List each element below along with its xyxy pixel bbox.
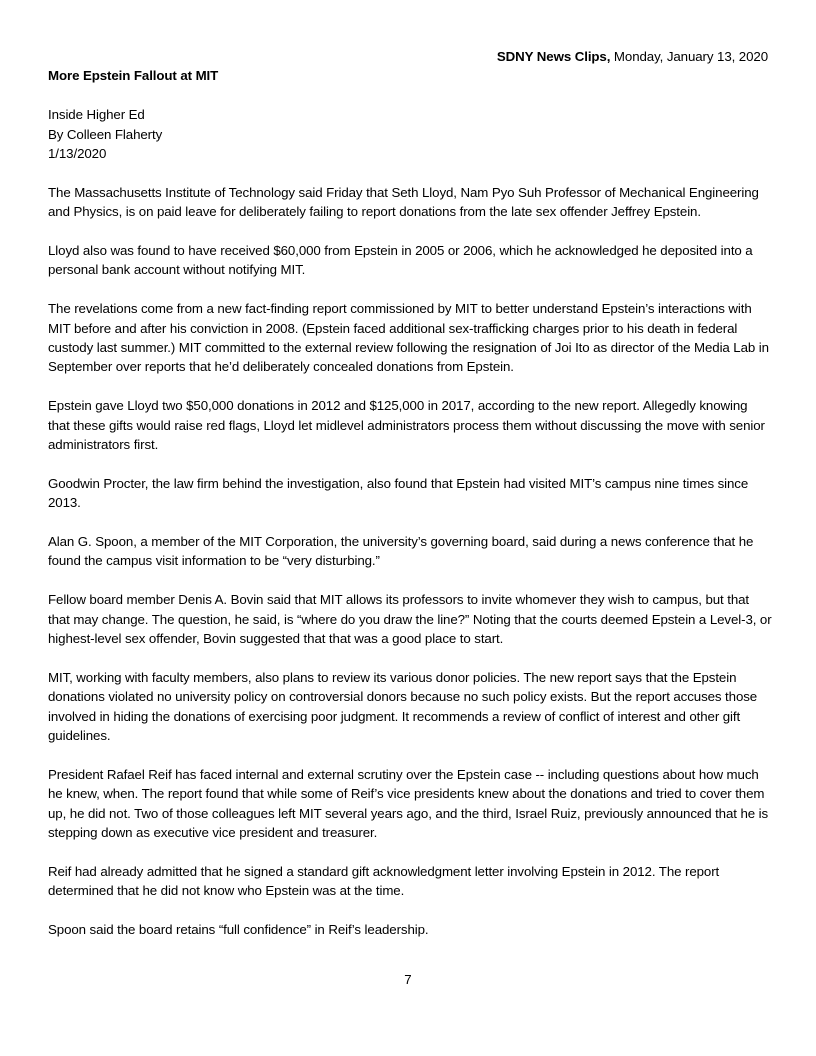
article-paragraph: President Rafael Reif has faced internal and external scrutiny over the Epstein case -- including questions about how much he knew, when. The report found that while some of Reif’s vice presidents knew about the donations and tried to cover them up, he did not. Two of those colleagues left MIT several years ago, and the third, Israel Ruiz, previously announced that he is stepping down as executive vice president and treasurer. — [48, 766, 769, 841]
document-page — [48, 47, 772, 959]
article-meta — [48, 105, 772, 163]
clips-date: Monday, January 13, 2020 — [610, 49, 768, 64]
article-body — [48, 183, 772, 940]
clips-source-label: SDNY News Clips, — [496, 49, 611, 64]
article-byline: By Colleen Flaherty — [48, 126, 163, 142]
article-title: More Epstein Fallout at MIT — [48, 68, 219, 84]
page-number: 7 — [404, 972, 412, 987]
clips-header — [48, 47, 772, 66]
article-paragraph: Alan G. Spoon, a member of the MIT Corporation, the university’s governing board, said during a news conference that he found the campus visit information to be “very disturbing.” — [48, 534, 754, 569]
article-paragraph: Epstein gave Lloyd two $50,000 donations in 2012 and $125,000 in 2017, according to the new report. Allegedly knowing that these gifts would raise red flags, Lloyd let midlevel administrators process them without discussing the move with senior administrators first. — [48, 398, 765, 453]
article-date: 1/13/2020 — [48, 146, 107, 162]
article-paragraph: The revelations come from a new fact-finding report commissioned by MIT to better understand Epstein’s interactions with MIT before and after his conviction in 2008. (Epstein faced additional sex-trafficking charges prior to his death in federal custody last summer.) MIT committed to the external review following the resignation of Joi Ito as director of the Media Lab in September over reports that he’d deliberately concealed donations from Epstein. — [48, 301, 769, 375]
article-paragraph: Lloyd also was found to have received $60,000 from Epstein in 2005 or 2006, which he acknowledged he deposited into a personal bank account without notifying MIT. — [48, 243, 753, 278]
article-paragraph: Reif had already admitted that he signed a standard gift acknowledgment letter involving Epstein in 2012. The report determined that he did not know who Epstein was at the time. — [48, 863, 720, 899]
article-paragraph: The Massachusetts Institute of Technology said Friday that Seth Lloyd, Nam Pyo Suh Professor of Mechanical Engineering and Physics, is on paid leave for deliberately failing to report donations from the late sex offender Jeffrey Epstein. — [48, 184, 759, 220]
article-paragraph: Spoon said the board retains “full confidence” in Reif’s leadership. — [48, 922, 429, 938]
publication-name: Inside Higher Ed — [48, 107, 145, 123]
article-paragraph: Goodwin Procter, the law firm behind the investigation, also found that Epstein had visited MIT’s campus nine times since 2013. — [48, 475, 749, 511]
article-paragraph: Fellow board member Denis A. Bovin said that MIT allows its professors to invite whomever they wish to campus, but that that may change. The question, he said, is “where do you draw the line?” Noting that the courts deemed Epstein a Level-3, or highest-level sex offender, Bovin suggested that that was a good place to start. — [48, 592, 772, 647]
article-paragraph: MIT, working with faculty members, also plans to review its various donor policies. The new report says that the Epstein donations violated no university policy on controversial donors because no such policy exists. But the report accuses those involved in hiding the donations of exercising poor judgment. It recommends a review of conflict of interest and other gift guidelines. — [48, 669, 758, 744]
